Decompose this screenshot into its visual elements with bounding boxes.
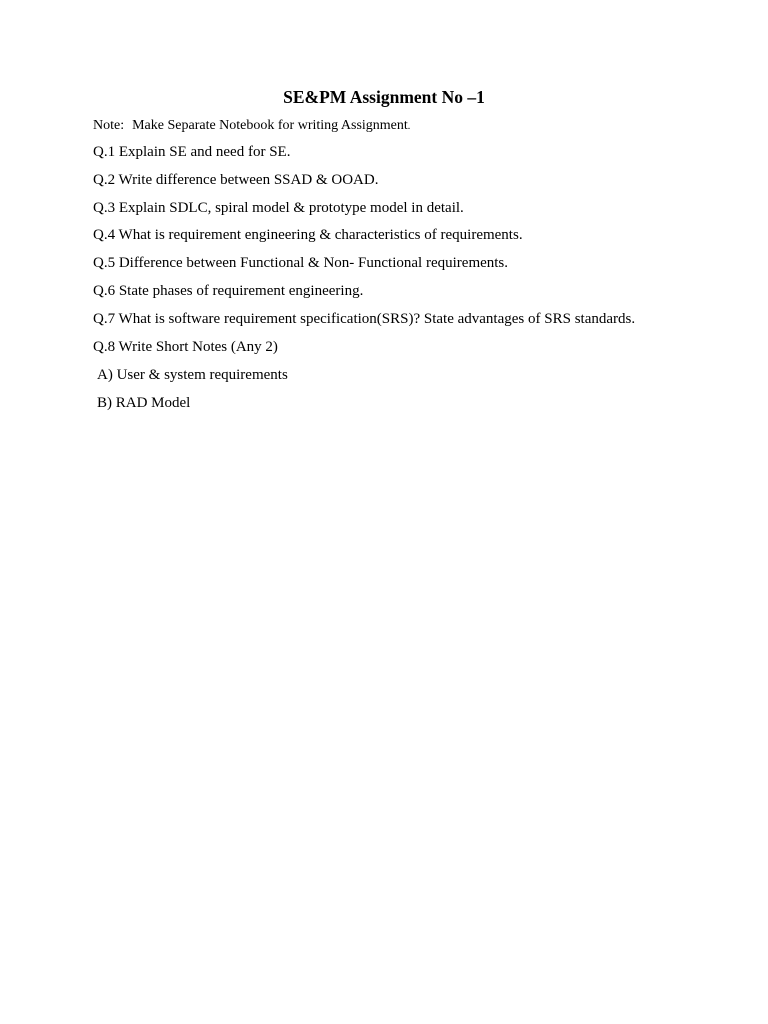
question-1: Q.1 Explain SE and need for SE. bbox=[93, 144, 291, 160]
question-4: Q.4 What is requirement engineering & characteristics of requirements. bbox=[93, 227, 523, 244]
note-period: . bbox=[407, 121, 411, 132]
page-title: SE&PM Assignment No –1 bbox=[283, 87, 485, 107]
question-8: Q.8 Write Short Notes (Any 2) bbox=[93, 338, 278, 355]
note-text: Make Separate Notebook for writing Assignment bbox=[132, 118, 408, 133]
note-line bbox=[93, 117, 410, 136]
question-list bbox=[93, 143, 753, 365]
question-6: Q.6 State phases of requirement engineering. bbox=[93, 282, 364, 299]
note-label: Note: bbox=[93, 118, 125, 133]
question-7: Q.7 What is software requirement specification(SRS)? State advantages of SRS standards. bbox=[93, 310, 636, 327]
short-note-b: B) RAD Model bbox=[97, 395, 191, 411]
question-5: Q.5 Difference between Functional & Non- Functional requirements. bbox=[93, 255, 509, 272]
question-2: Q.2 Write difference between SSAD & OOAD. bbox=[93, 171, 379, 188]
question-3: Q.3 Explain SDLC, spiral model & prototype model in detail. bbox=[93, 199, 464, 216]
short-note-a: A) User & system requirements bbox=[97, 367, 288, 383]
